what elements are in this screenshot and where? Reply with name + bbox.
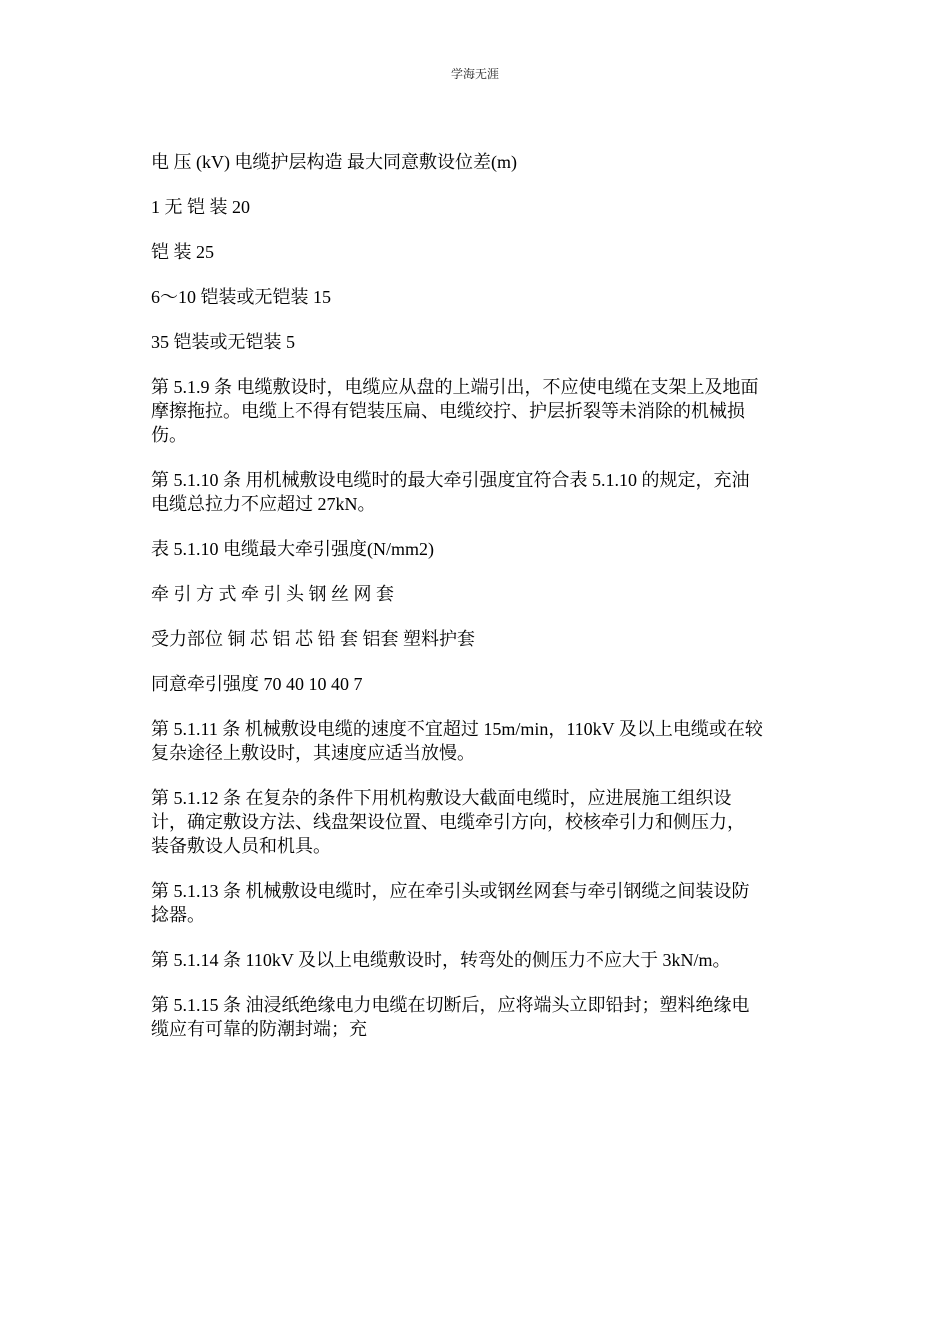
clause-5-1-11: 第 5.1.11 条 机械敷设电缆的速度不宜超过 15m/min，110kV 及以上电缆或在较 复杂途径上敷设时，其速度应适当放慢。 — [151, 719, 763, 763]
table-title: 表 5.1.10 电缆最大牵引强度(N/mm2) — [151, 539, 434, 559]
clause-5-1-13: 第 5.1.13 条 机械敷设电缆时，应在牵引头或钢丝网套与牵引钢缆之间装设防 捻器。 — [151, 881, 750, 925]
clause-5-1-14: 第 5.1.14 条 110kV 及以上电缆敷设时，转弯处的侧压力不应大于 3kN/m。 — [151, 950, 731, 970]
table-row: 35 铠装或无铠装 5 — [151, 332, 295, 352]
page-header: 学海无涯 — [450, 67, 499, 81]
table-row: 同意牵引强度 70 40 10 40 7 — [151, 674, 363, 694]
document-body — [151, 150, 801, 1062]
clause-5-1-10: 第 5.1.10 条 用机械敷设电缆时的最大牵引强度宜符合表 5.1.10 的规定，充油 电缆总拉力不应超过 27kN。 — [151, 470, 750, 514]
table-row: 牵 引 方 式 牵 引 头 钢 丝 网 套 — [151, 584, 394, 604]
clause-5-1-15: 第 5.1.15 条 油浸纸绝缘电力电缆在切断后，应将端头立即铅封；塑料绝缘电 缆应有可靠的防潮封端；充 — [151, 995, 750, 1039]
table-header-row: 电 压 (kV) 电缆护层构造 最大同意敷设位差(m) — [151, 152, 517, 172]
table-row: 1 无 铠 装 20 — [151, 197, 250, 217]
table-row: 6～10 铠装或无铠装 15 — [151, 287, 331, 307]
table-row: 受力部位 铜 芯 铝 芯 铅 套 铝套 塑料护套 — [151, 629, 475, 649]
table-row: 铠 装 25 — [151, 242, 214, 262]
clause-5-1-9: 第 5.1.9 条 电缆敷设时，电缆应从盘的上端引出，不应使电缆在支架上及地面 摩擦拖拉。电缆上不得有铠装压扁、电缆绞拧、护层折裂等未消除的机械损 伤。 — [151, 377, 759, 445]
clause-5-1-12: 第 5.1.12 条 在复杂的条件下用机构敷设大截面电缆时，应进展施工组织设 计，确定敷设方法、线盘架设位置、电缆牵引方向，校核牵引力和侧压力， 装备敷设人员和机具。 — [151, 788, 745, 856]
